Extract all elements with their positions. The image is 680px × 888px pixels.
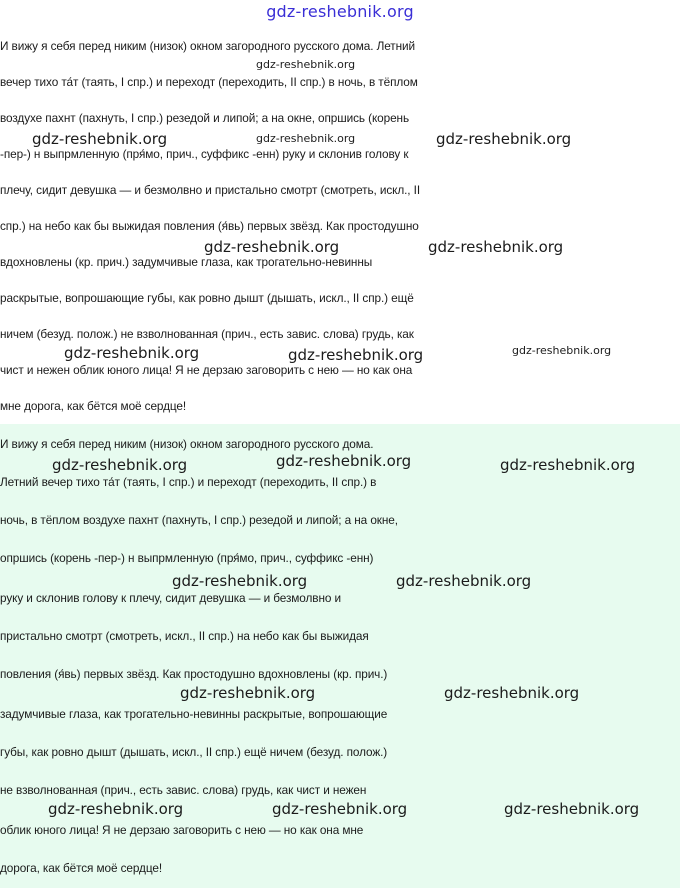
text-block-2 <box>0 424 680 888</box>
watermark: gdz-reshebnik.org <box>64 344 200 362</box>
watermark: gdz-reshebnik.org <box>32 130 168 148</box>
paragraph-line: вечер тихо та́т (таять, I спр.) и переходт (переходить, II спр.) в ночь, в тёплом <box>0 75 418 89</box>
watermark: gdz-reshebnik.org <box>512 344 612 357</box>
watermark: gdz-reshebnik.org <box>276 452 412 470</box>
watermark: gdz-reshebnik.org <box>396 572 532 590</box>
paragraph-line: задумчивые глаза, как трогательно-невинны раскрытые, вопрошающие <box>0 707 388 721</box>
watermark: gdz-reshebnik.org <box>428 238 564 256</box>
watermark: gdz-reshebnik.org <box>172 572 308 590</box>
paragraph-line: воздухе пахнт (пахнуть, I спр.) резедой и липой; а на окне, опршись (корень <box>0 111 410 125</box>
watermark: gdz-reshebnik.org <box>504 800 640 818</box>
watermark: gdz-reshebnik.org <box>52 456 188 474</box>
paragraph-line: повления (я́вь) первых звёзд. Как простодушно вдохновлены (кр. прич.) <box>0 667 388 681</box>
paragraph-line: ночь, в тёплом воздухе пахнт (пахнуть, I спр.) резедой и липой; а на окне, <box>0 513 398 527</box>
paragraph-line: руку и склонив голову к плечу, сидит девушка — и безмолвно и <box>0 591 341 605</box>
paragraph-line: вдохновлены (кр. прич.) задумчивые глаза, как трогательно-невинны <box>0 255 373 269</box>
watermark: gdz-reshebnik.org <box>436 130 572 148</box>
paragraph-line: мне дорога, как бётся моё сердце! <box>0 399 187 413</box>
paragraph-line: не взволнованная (прич., есть завис. слова) грудь, как чист и нежен <box>0 783 367 797</box>
paragraph-line: дорога, как бётся моё сердце! <box>0 861 163 875</box>
watermark: gdz-reshebnik.org <box>272 800 408 818</box>
watermark: gdz-reshebnik.org <box>256 58 356 71</box>
paragraph-line: облик юного лица! Я не дерзаю заговорить с нею — но как она мне <box>0 823 364 837</box>
watermark: gdz-reshebnik.org <box>180 684 316 702</box>
watermark: gdz-reshebnik.org <box>444 684 580 702</box>
watermark: gdz-reshebnik.org <box>500 456 636 474</box>
site-name[interactable]: gdz-reshebnik.org <box>266 2 414 21</box>
text-block-1 <box>0 28 680 424</box>
watermark: gdz-reshebnik.org <box>48 800 184 818</box>
watermark: gdz-reshebnik.org <box>288 346 424 364</box>
paragraph-line: чист и нежен облик юного лица! Я не дерзаю заговорить с нею — но как она <box>0 363 413 377</box>
paragraph-line: губы, как ровно дышт (дышать, искл., II спр.) ещё ничем (безуд. полож.) <box>0 745 388 759</box>
paragraph-line: Летний вечер тихо та́т (таять, I спр.) и переходт (переходить, II спр.) в <box>0 475 377 489</box>
paragraph-line: пристально смотрт (смотреть, искл., II спр.) на небо как бы выжидая <box>0 629 369 643</box>
paragraph-line: раскрытые, вопрошающие губы, как ровно дышт (дышать, искл., II спр.) ещё <box>0 291 414 305</box>
paragraph-line: И вижу я себя перед никим (низок) окном загородного русского дома. <box>0 437 374 451</box>
watermark: gdz-reshebnik.org <box>256 132 356 145</box>
paragraph-line: опршись (корень -пер-) н выпрмленную (пря́мо, прич., суффикс -енн) <box>0 551 374 565</box>
paragraph-line: -пер-) н выпрмленную (пря́мо, прич., суффикс -енн) руку и склонив голову к <box>0 147 409 161</box>
paragraph-line: ничем (безуд. полож.) не взволнованная (прич., есть завис. слова) грудь, как <box>0 327 414 341</box>
site-header <box>0 0 680 26</box>
paragraph-line: плечу, сидит девушка — и безмолвно и пристально смотрт (смотреть, искл., II <box>0 183 421 197</box>
watermark: gdz-reshebnik.org <box>204 238 340 256</box>
paragraph-line: спр.) на небо как бы выжидая повления (я́вь) первых звёзд. Как простодушно <box>0 219 419 233</box>
paragraph-line: И вижу я себя перед никим (низок) окном загородного русского дома. Летний <box>0 39 415 53</box>
